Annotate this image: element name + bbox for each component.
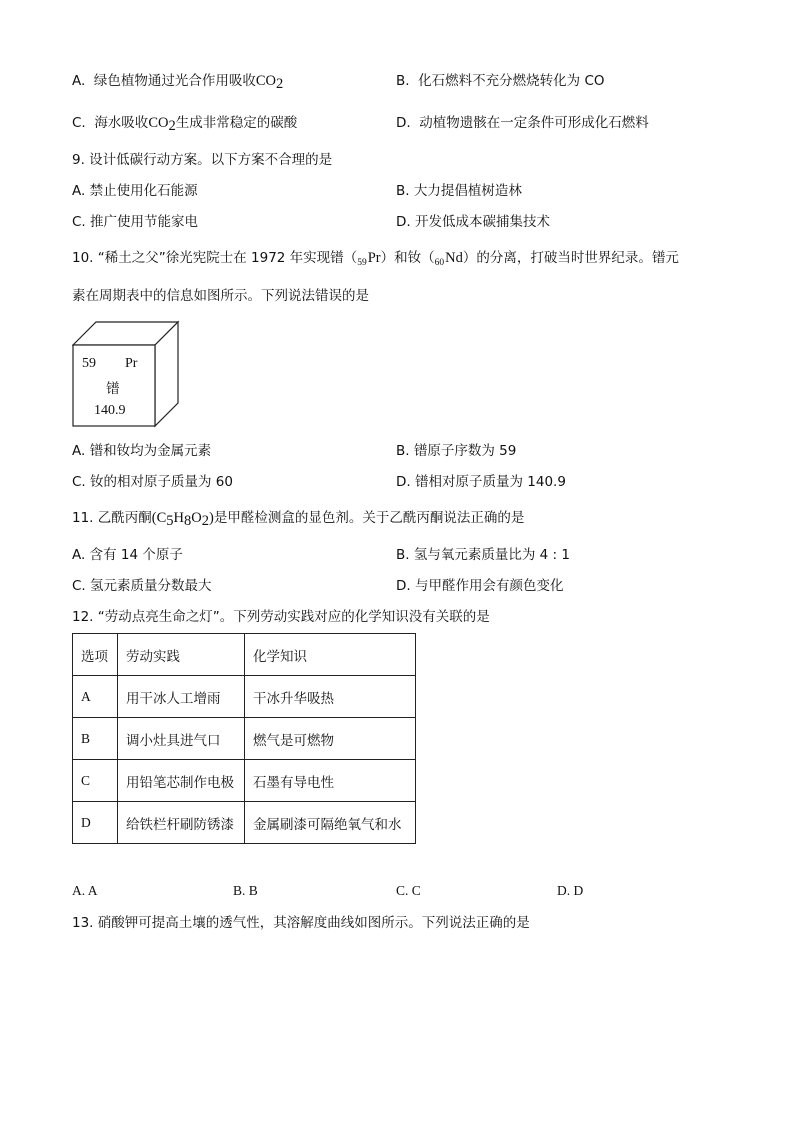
q12-answer-c: C. C	[396, 883, 421, 898]
q9-option-b: B. 大力提倡植树造林	[396, 183, 522, 199]
q8-option-c-pre: 海水吸收	[94, 115, 149, 131]
q11-formula-part: (C	[151, 510, 167, 526]
q10-option-a: A. 镨和钕均为金属元素	[72, 443, 212, 459]
table-row	[73, 676, 416, 718]
q10-option-d: D. 镨相对原子质量为 140.9	[396, 474, 566, 490]
q8-option-a-label: A.	[72, 73, 86, 89]
q8-option-d-label: D.	[396, 115, 411, 131]
q10-stem-part2: ）和钕（	[380, 250, 435, 266]
q8-option-a-text: 绿色植物通过光合作用吸收	[93, 73, 256, 89]
q8-option-c-formula: CO	[148, 115, 169, 131]
q8-option-a-formula: CO	[255, 73, 277, 89]
q11-stem-post: 是甲醛检测盒的显色剂。关于乙酰丙酮说法正确的是	[213, 510, 525, 526]
element-cell-name: 镨	[106, 381, 120, 397]
q12-answer-a: A. A	[72, 883, 98, 898]
table-cell: 金属刷漆可隔绝氧气和水	[245, 802, 416, 844]
q10-pr-atomic-number: 59	[357, 258, 367, 268]
q11-stem-pre: 11. 乙酰丙酮	[72, 510, 152, 526]
q10-pr-symbol: Pr	[367, 250, 381, 266]
q8-option-a	[72, 72, 283, 90]
q8-option-c-post: 生成非常稳定的碳酸	[175, 115, 298, 131]
table-cell: 给铁栏杆刷防锈漆	[118, 802, 245, 844]
element-cell-symbol: Pr	[125, 356, 138, 371]
q12-table	[72, 633, 416, 844]
table-row	[73, 802, 416, 844]
element-cell-mass: 140.9	[94, 403, 126, 418]
table-cell: D	[73, 802, 118, 844]
table-cell: 调小灶具进气口	[118, 718, 245, 760]
q11-formula-part: H	[173, 510, 184, 526]
table-header-cell: 劳动实践	[118, 634, 245, 676]
table-header-cell: 化学知识	[245, 634, 416, 676]
q11-formula-part: O	[191, 510, 202, 526]
q8-option-c-label: C.	[72, 115, 86, 131]
q12-answer-b: B. B	[233, 883, 258, 898]
q11-stem	[72, 509, 524, 527]
q12-stem: 12. “劳动点亮生命之灯”。下列劳动实践对应的化学知识没有关联的是	[72, 609, 490, 625]
element-cell-figure	[72, 320, 182, 428]
q8-option-c	[72, 114, 297, 132]
q9-stem: 9. 设计低碳行动方案。以下方案不合理的是	[72, 152, 333, 168]
q8-option-b-label: B.	[396, 73, 410, 89]
q8-option-a-sub: 2	[276, 76, 284, 92]
table-cell: 石墨有导电性	[245, 760, 416, 802]
q8-option-d	[396, 114, 649, 132]
q8-option-c-sub: 2	[168, 118, 176, 134]
table-cell: A	[73, 676, 118, 718]
q8-option-d-text: 动植物遗骸在一定条件可形成化石燃料	[419, 115, 649, 131]
table-header-row	[73, 634, 416, 676]
table-row	[73, 760, 416, 802]
q10-option-c: C. 钕的相对原子质量为 60	[72, 474, 233, 490]
q9-option-a: A. 禁止使用化石能源	[72, 183, 198, 199]
table-cell: 燃气是可燃物	[245, 718, 416, 760]
table-header-cell: 选项	[73, 634, 118, 676]
table-cell: C	[73, 760, 118, 802]
q9-option-c: C. 推广使用节能家电	[72, 214, 199, 230]
q10-nd-symbol: Nd	[445, 250, 463, 266]
q11-option-b: B. 氢与氧元素质量比为 4 : 1	[396, 547, 570, 563]
q10-stem-part1: 10. “稀土之父”徐光宪院士在 1972 年实现镨（	[72, 250, 358, 266]
q10-nd-atomic-number: 60	[434, 258, 445, 268]
q10-stem-line1	[72, 249, 679, 272]
q11-option-d: D. 与甲醛作用会有颜色变化	[396, 578, 564, 594]
q11-formula-sub: 5	[166, 513, 174, 529]
table-cell: 用铅笔芯制作电极	[118, 760, 245, 802]
q11-formula-sub: 8	[184, 513, 192, 529]
q8-option-b	[396, 72, 605, 90]
q9-option-d: D. 开发低成本碳捕集技术	[396, 214, 550, 230]
q10-stem-line2: 素在周期表中的信息如图所示。下列说法错误的是	[72, 288, 369, 304]
q10-stem-part3: ）的分离，打破当时世界纪录。镨元	[462, 250, 679, 266]
q13-stem: 13. 硝酸钾可提高土壤的透气性，其溶解度曲线如图所示。下列说法正确的是	[72, 915, 530, 931]
q10-option-b: B. 镨原子序数为 59	[396, 443, 517, 459]
table-cell: 用干冰人工增雨	[118, 676, 245, 718]
q11-option-a: A. 含有 14 个原子	[72, 547, 183, 563]
table-cell: B	[73, 718, 118, 760]
table-row	[73, 718, 416, 760]
element-cell-number: 59	[82, 356, 96, 371]
q11-formula-part: )	[208, 510, 214, 526]
q8-option-b-text: 化石燃料不充分燃烧转化为 CO	[418, 73, 605, 89]
q11-formula-sub: 2	[201, 513, 209, 529]
element-cell-cube-outline	[72, 320, 182, 428]
table-cell: 干冰升华吸热	[245, 676, 416, 718]
q11-option-c: C. 氢元素质量分数最大	[72, 578, 212, 594]
q12-answer-d: D. D	[557, 883, 584, 898]
